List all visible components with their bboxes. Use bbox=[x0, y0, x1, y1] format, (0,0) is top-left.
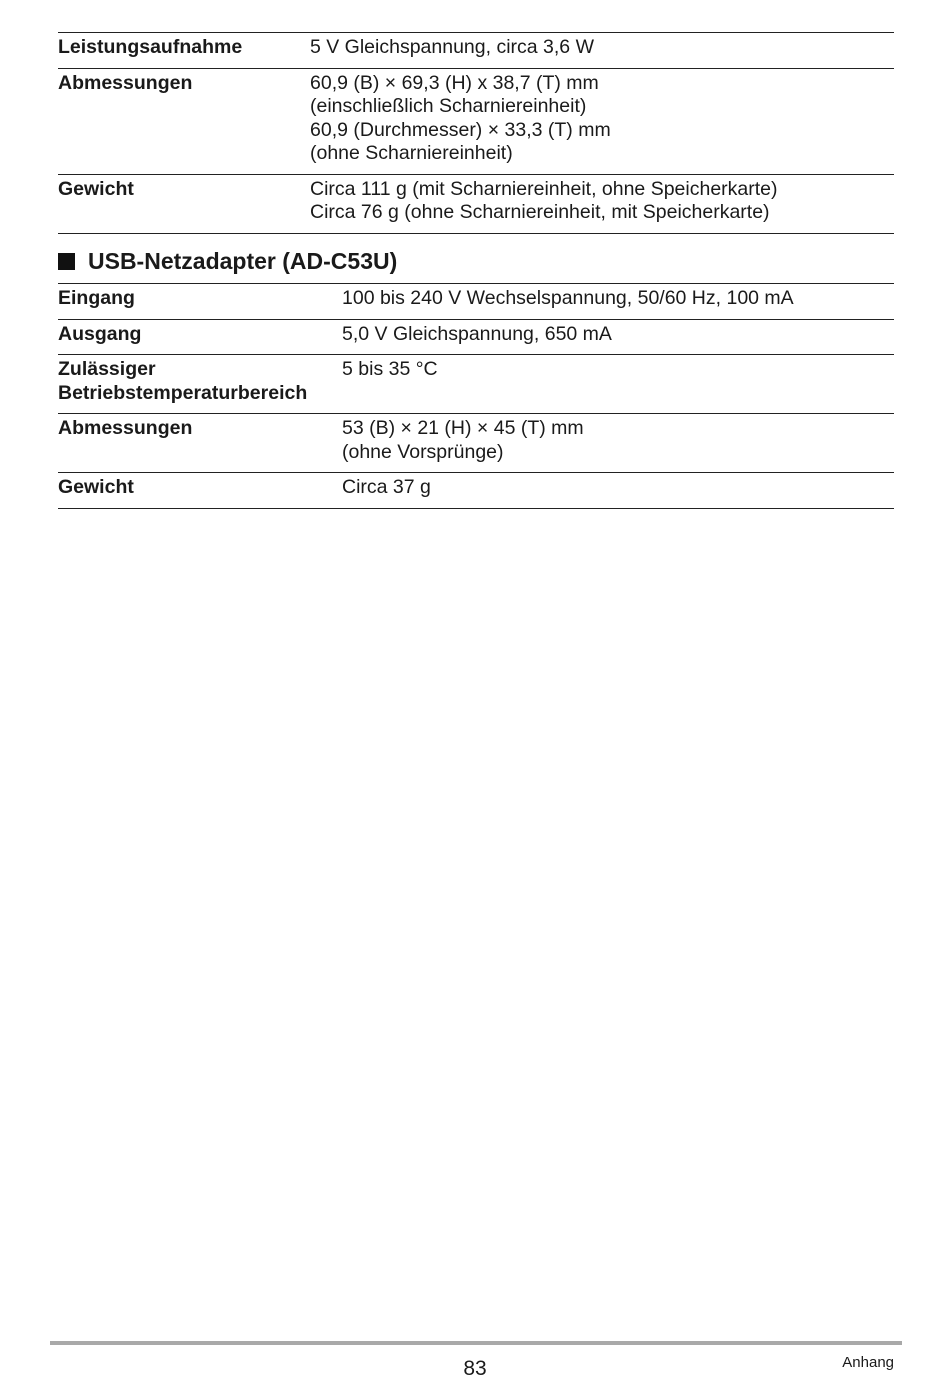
footer-section-name: Anhang bbox=[842, 1354, 894, 1371]
page-number: 83 bbox=[463, 1357, 487, 1380]
spec-value: 5 V Gleichspannung, circa 3,6 W bbox=[310, 36, 594, 58]
spec-label: Gewicht bbox=[58, 177, 134, 200]
spec-row bbox=[58, 33, 894, 69]
spec-label: Leistungsaufnahme bbox=[58, 36, 243, 58]
spec-value: Circa 37 g bbox=[342, 476, 431, 498]
spec-row bbox=[58, 284, 894, 320]
footer-divider bbox=[50, 1341, 902, 1345]
spec-label: Ausgang bbox=[58, 322, 142, 345]
spec-label: Abmessungen bbox=[58, 71, 193, 94]
spec-value: 53 (B) × 21 (H) × 45 (T) mm (ohne Vorsprünge) bbox=[342, 417, 584, 463]
spec-row bbox=[58, 174, 894, 233]
section-title: USB-Netzadapter (AD-C53U) bbox=[88, 248, 398, 274]
spec-row bbox=[58, 473, 894, 509]
spec-value: 60,9 (B) × 69,3 (H) x 38,7 (T) mm (einschließlich Scharniereinheit) 60,9 (Durchmesser) × 33,3 (T) mm (ohne Scharniereinheit) bbox=[310, 71, 611, 164]
spec-value: 5,0 V Gleichspannung, 650 mA bbox=[342, 322, 612, 345]
spec-table-camera bbox=[58, 32, 894, 234]
spec-label: Zulässiger Betriebstemperaturbereich bbox=[58, 358, 308, 404]
spec-label: Gewicht bbox=[58, 476, 134, 498]
spec-value: 5 bis 35 °C bbox=[342, 358, 438, 380]
spec-label: Abmessungen bbox=[58, 417, 193, 439]
black-square-icon bbox=[58, 253, 75, 270]
spec-row bbox=[58, 355, 894, 414]
spec-value: Circa 111 g (mit Scharniereinheit, ohne Speicherkarte) Circa 76 g (ohne Scharniereinheit, mit Speicherkarte) bbox=[310, 177, 778, 223]
spec-row bbox=[58, 414, 894, 473]
section-heading bbox=[58, 246, 397, 276]
spec-row bbox=[58, 319, 894, 355]
spec-row bbox=[58, 68, 894, 174]
spec-table-usb-adapter bbox=[58, 283, 894, 509]
spec-value: 100 bis 240 V Wechselspannung, 50/60 Hz, 100 mA bbox=[342, 287, 794, 309]
spec-label: Eingang bbox=[58, 287, 135, 309]
